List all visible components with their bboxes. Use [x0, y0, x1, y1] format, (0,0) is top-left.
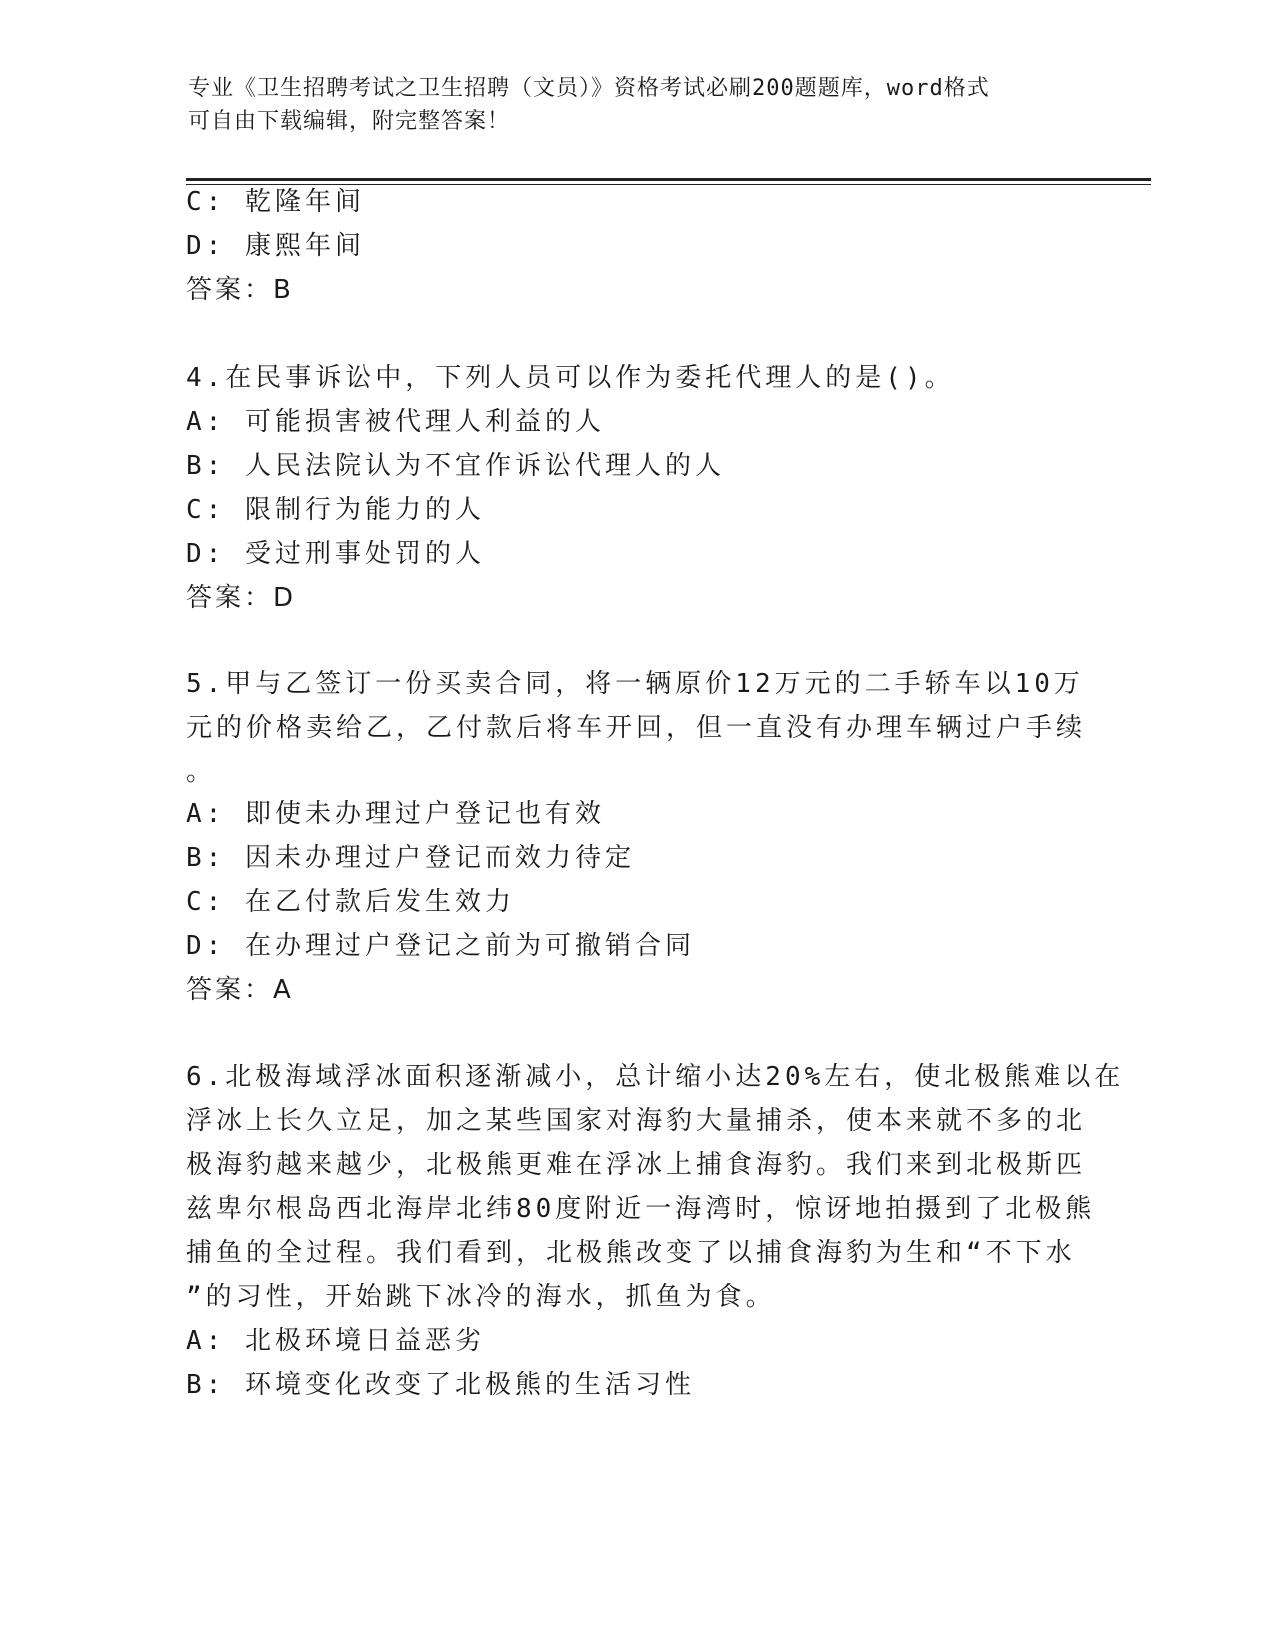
q5-option-d: D: 在办理过户登记之前为可撤销合同 [186, 931, 695, 961]
q6-stem-line-2: 浮冰上长久立足，加之某些国家对海豹大量捕杀，使本来就不多的北 [186, 1106, 1087, 1136]
q4-option-a: A: 可能损害被代理人利益的人 [186, 407, 605, 437]
q4-stem: 4.在民事诉讼中，下列人员可以作为委托代理人的是()。 [186, 363, 955, 393]
q6-stem-line-4: 兹卑尔根岛西北海岸北纬80度附近一海湾时，惊讶地拍摄到了北极熊 [186, 1194, 1096, 1224]
q6-stem-line-1: 6.北极海域浮冰面积逐渐减小，总计缩小达20%左右，使北极熊难以在 [186, 1062, 1125, 1092]
q5-option-c: C: 在乙付款后发生效力 [186, 887, 515, 917]
q4-option-c: C: 限制行为能力的人 [186, 495, 485, 525]
q6-option-a: A: 北极环境日益恶劣 [186, 1326, 485, 1356]
q5-answer: 答案：A [186, 975, 294, 1005]
q5-option-a: A: 即使未办理过户登记也有效 [186, 799, 605, 829]
q4-answer: 答案：D [186, 583, 297, 613]
q6-stem-line-6: ”的习性，开始跳下冰冷的海水，抓鱼为食。 [186, 1282, 776, 1312]
q5-option-b: B: 因未办理过户登记而效力待定 [186, 843, 635, 873]
q6-stem-line-3: 极海豹越来越少，北极熊更难在浮冰上捕食海豹。我们来到北极斯匹 [186, 1150, 1087, 1180]
header-title-line-1: 专业《卫生招聘考试之卫生招聘（文员）》资格考试必刷200题题库，word格式 [188, 76, 990, 101]
header-divider-thick [186, 178, 1151, 181]
q3-option-c: C: 乾隆年间 [186, 187, 365, 217]
q6-option-b: B: 环境变化改变了北极熊的生活习性 [186, 1370, 695, 1400]
q4-option-d: D: 受过刑事处罚的人 [186, 539, 485, 569]
q5-stem-line-1: 5.甲与乙签订一份买卖合同，将一辆原价12万元的二手轿车以10万 [186, 669, 1084, 699]
document-header [188, 72, 1088, 138]
header-title-line-2: 可自由下载编辑，附完整答案！ [188, 109, 511, 134]
q3-option-d: D: 康熙年间 [186, 231, 365, 261]
q3-answer: 答案：B [186, 275, 294, 305]
q6-stem-line-5: 捕鱼的全过程。我们看到，北极熊改变了以捕食海豹为生和“不下水 [186, 1238, 1076, 1268]
q5-stem-line-3: 。 [186, 757, 217, 787]
q4-option-b: B: 人民法院认为不宜作诉讼代理人的人 [186, 451, 725, 481]
q5-stem-line-2: 元的价格卖给乙，乙付款后将车开回，但一直没有办理车辆过户手续 [186, 713, 1087, 743]
